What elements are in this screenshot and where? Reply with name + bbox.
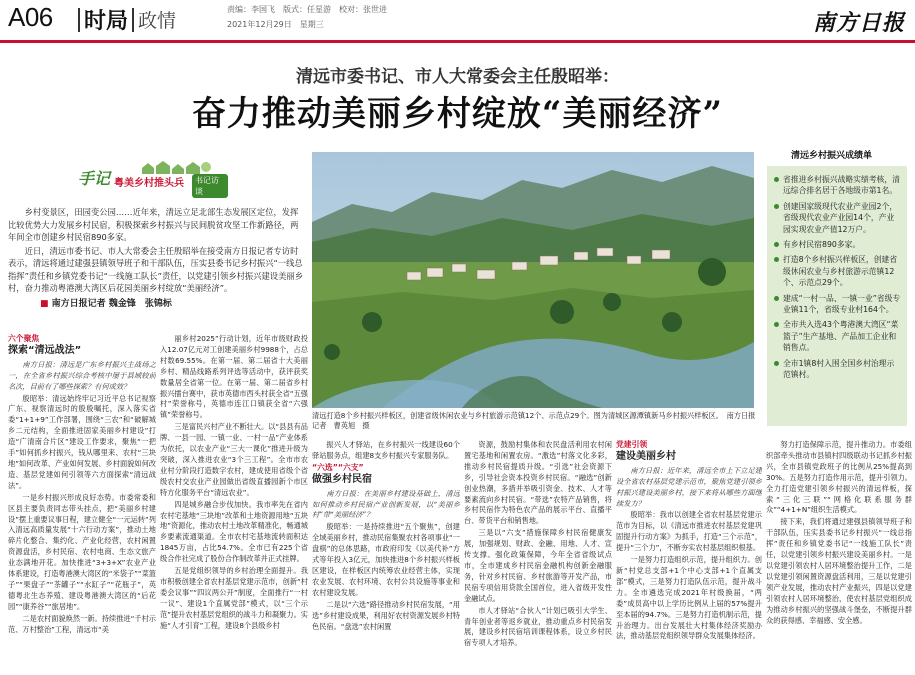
- fact-text: 打造8个乡村振兴样板区，创建省级休闲农业与乡村旅游示范镇12个、示范点29个。: [783, 255, 898, 288]
- body-paragraph: 四是城乡融合步伐加快。我市率先在省内农村宅基地“三块地”改革和土地资源用地“五块地”资源化，推动农村土地改革精准化，畅通城乡要素流通渠道。全市农村宅基地流转面积达1845万亩，占比54.7%。全市已有225个省级合作社完成了股份合作制改革并正式挂牌。: [160, 499, 308, 564]
- interview-question: 南方日报：清远是广东乡村振兴主战场之一，在全省乡村振兴综合考核中屡于县域较前名次，目前有了哪些探索？有何成效？: [8, 359, 156, 391]
- lead-text: 乡村变景区，田园变公园……近年来，清远立足北部生态发展区定位，发挥比较优势大力发展乡村民宿，积极探索乡村振兴与民间脱贫攻坚工作新路径，两年间全市创建乡村民宿890多家。: [8, 207, 299, 242]
- body-paragraph: 资源，鼓励村集体和农民盘活利用农村闲置宅基地和闲置农房。“激选”村落文化多彩，推动乡村民宿提质升级。“引选”社会资源下乡，引导社会资本投资乡村民宿。“融选”创新创业热潮，多措并举吸引资金、技术、人才等要素流向乡村民宿。“带选”农特产品销售，将乡村民宿作为特色农产品的展示平台、直播平台、带货平台和销售地。: [464, 440, 612, 526]
- byline-marker-icon: ■: [40, 299, 49, 309]
- body-paragraph: 一是乡村振兴形成良好态势。市委常委和区县主要负责同志带头挂点，把“美丽乡村建设”摆上重要议事日程，建立健全“一元运转”列入清远高质量发展“十六行动方案”，推动土地碎片化整合、集约化、产业化经营，农村闲置资源盘活，乡村民宿、农村电商、生态文旅产业态满地开花。加快推进“3+3+X”农业产业体系建设，打造粤港澳大湾区的“米袋子”“菜篮子”“果盘子”“茶罐子”“水缸子”“花瓶子”，英德粤北生态养殖、建设粤港澳大湾区的“后花园”“康养谷”“旅居地”。: [8, 492, 156, 611]
- sidebar-fact: [783, 239, 901, 250]
- kicker-headline: 清远市委书记、市人大常委会主任殷昭举：: [296, 67, 619, 87]
- body-column-3: [312, 440, 460, 675]
- masthead-rule: [0, 40, 915, 43]
- body-paragraph: 三是以“六支”措施保障乡村民宿健康发展，加强规划、财政、金融、用地、人才、宣传支撑。强化政策保障，今年全省省级试点市，全市建成乡村民宿金融机构创新金融服务，针对乡村民宿、乡村旅游等开发产品，市民宿专项信用贷款全国首位，进入省级开发性金融试点。: [464, 528, 612, 603]
- column-banner: [78, 160, 228, 200]
- section-subhead: 建设美丽乡村: [616, 450, 676, 462]
- masthead-divider: [132, 8, 134, 32]
- body-paragraph: 接下来，我们将通过建强县镇领导班子和干部队伍，压实县委书记乡村振兴“一线总指挥”责任和乡镇党委书记“一线施工队长”责任，以党建引领乡村振兴建设美丽乡村。一是以党建引领农村人居环境整治提升工作，二是以党建引领闲置资源盘活利用，三是以党建引领产业发展，推动农村产业振兴，四是以党建引领农村人居环境整治，使农村基层党组织成为推动乡村振兴的坚强战斗堡垒，不断提升群众的获得感、幸福感、安全感。: [766, 517, 912, 625]
- column-title: 粤美乡村推头兵: [114, 178, 184, 189]
- body-column-4: [464, 440, 612, 675]
- main-headline: 奋力推动美丽乡村绽放“美丽经济”: [191, 94, 724, 134]
- fact-text: 全市1镇8村入围全国乡村治理示范镇村。: [783, 358, 895, 380]
- byline-names: 魏金锋 张锦标: [108, 299, 172, 309]
- section-subname: 政情: [138, 10, 177, 32]
- achievements-sidebar: [767, 146, 911, 436]
- newspaper-logo: 南方日报: [812, 10, 905, 36]
- fact-text: 建成“一村一品、一镇一业”省级专业镇11个，省级专业村164个。: [783, 293, 901, 315]
- section-label: “六选”“六支”: [312, 462, 364, 472]
- body-paragraph: 丽乡村2025”行动计划，近年市级财政投入12.07亿元对工创建美丽乡村9988个，占总村数69.55%。在第一届、第二届省十大美丽乡村、精品线路系列评选等活动中，获评获奖数量居全省第一位。在第一届、第二届省乡村振兴擂台赛中，获市英德市西头村获全省“五强村”荣誉称号，英德市连江口镇获全省“六强镇”荣誉称号。: [160, 334, 308, 420]
- bullet-icon: [774, 361, 779, 366]
- sidebar-fact: [783, 358, 901, 381]
- section-subhead: 做强乡村民宿: [312, 473, 372, 485]
- masthead-divider: [78, 8, 80, 32]
- section-subhead: 探索“清远战法”: [8, 344, 82, 356]
- body-paragraph: 振兴人才驿站，在乡村振兴一线建设60个驿站服务点，组建8支乡村振兴专家服务队。: [312, 440, 460, 460]
- interview-question: 南方日报：近年来，清远全市上下立足建设全省农村基层党建示范市，聚焦党建引领乡村振兴建设美丽乡村，接下来将从哪些方面继续发力？: [616, 465, 762, 508]
- fact-text: 全市共入选43个粤港澳大湾区“菜篮子”生产基地、产品加工企业和销售点。: [783, 320, 899, 353]
- body-paragraph: 殷昭举：清远始终牢记习近平总书记视察广东、视察清远时的殷殷嘱托，深入落实省委“1+1+9”工作部署，围绕“三农”和“破解城乡二元结构，全面推进固家美丽乡村建设”打造“广清南合片区”建设工作要求，聚焦“一把手”如何抓乡村振兴，钱从哪里来、农村“三块地”如何改革、产业如何发展、乡村面貌如何改造、基层党建如何引领等六方面探索“清远战法”。: [8, 393, 156, 490]
- body-paragraph: 三是富民兴村产业不断壮大。以“县县有品牌、一县一园、一镇一业、一村一品”产业体系为依托，以农业产业“三大一课化”推进升级为突破，深入推进农业“3个三工程”。全市市农业村分阶段打造数字农村，建成使用省级个省级农村交农业产业园做出省级直播园新个市区特方化服务平台“清远农业”。: [160, 422, 308, 497]
- editor-credits: 责编：李国飞 版式：任星游 校对：张世进: [227, 5, 387, 14]
- column-badge: 书记访谈: [192, 174, 228, 198]
- sidebar-fact: [783, 174, 901, 197]
- byline: [40, 296, 172, 309]
- sidebar-fact: [783, 254, 901, 288]
- body-paragraph: 市人才驿站“合伙人”计划已吸引大学生、青年创业者等返乡就业，推动重点乡村民宿发展，建设乡村民宿培训课程体系，设立乡村民宿专项人才培养。: [464, 605, 612, 648]
- body-paragraph: 五是党组织领导的乡村治理全面提升。我市积极创建全省农村基层党建示范市，创新“村委会议事”“四议两公开”制度，全面推行“一村一议”、建设1个直属党部”模式，以“三个示范”提升农村基层党组织的战斗力和凝聚力。实施“人才引育”工程，建设8个县级乡村: [160, 566, 308, 630]
- sidebar-fact: [783, 201, 901, 235]
- masthead: [0, 0, 915, 44]
- village-aerial-photo: [312, 152, 754, 408]
- bullet-icon: [774, 322, 779, 327]
- fact-text: 有乡村民宿890多家。: [783, 240, 861, 250]
- body-paragraph: 一是努力打造组织示范，提升组织力。创新“村党总支部+1个中心支部+1个直属支部”模式，三是努力打造队伍示范，提升战斗力。全市遴选完成2021年村级换届，“两委”成员高中以上学历比例从上届的57%提升至本届的94.7%。三是努力打造机制示范，提升治理力。出台发展壮大村集体经济奖励办法，推动基层党组织领导群众发展集体经济。: [616, 555, 762, 641]
- section-label: 六个聚焦: [8, 334, 40, 343]
- landscape-illustration: [312, 152, 754, 408]
- body-column-2: [160, 334, 308, 675]
- village-skyline-icon: [142, 158, 212, 174]
- section-name: 时局: [84, 9, 129, 34]
- bullet-icon: [774, 257, 779, 262]
- bullet-icon: [774, 242, 779, 247]
- body-paragraph: 二是以“六选”路径推动乡村民宿发展，“用选”乡村建设成果，利用好农村资源发展乡村特色民宿。“盘选”农村闲置: [312, 599, 460, 631]
- body-paragraph: 二是农村面貌焕然一新。持续推进“千村示范、万村整治”工程，清远市“美: [8, 613, 156, 634]
- issue-date: 2021年12月29日 星期三: [227, 20, 324, 29]
- section-label: 党建引领: [616, 440, 648, 449]
- bullet-icon: [774, 296, 779, 301]
- body-paragraph: 努力打造保障示范，提升推动力。市委组织部牵头推动市县镇村四级联动书记抓乡村振兴，全市县镇党政班子的比例从25%提高到30%。五是努力打造作用示范，提升引领力。全力打造党建引领乡村振兴的清远样板，探索“三化三联”“网格化联系服务群众”“4+1+N”组织生活模式。: [766, 440, 912, 515]
- body-paragraph: 殷昭举：我市以创建全省农村基层党建示范市为目标，以《清远市推进农村基层党建巩固提升行动方案》为抓手，打造“三个示范”，提升“三个力”，不断夯实农村基层组织根基。: [616, 510, 762, 553]
- column-hand-script: 手记: [78, 169, 111, 188]
- body-column-6: [766, 440, 912, 675]
- bullet-icon: [774, 204, 779, 209]
- lead-paragraph: [8, 206, 306, 296]
- sidebar-fact: [783, 293, 901, 316]
- sidebar-title: 清远乡村振兴成绩单: [791, 151, 873, 161]
- lead-text: 近日，清远市委书记、市人大常委会主任殷昭举在接受南方日报记者专访时表示，清远将通过建强县镇领导班子和干部队伍，压实县委书记乡村振兴“一线总指挥”责任和乡镇党委书记“一线施工队长”责任，以党建引领乡村振兴建设美丽乡村，奋力推动粤港澳大湾区后花园美丽乡村绽放“美丽经济”。: [8, 245, 303, 293]
- page-number: A06: [8, 2, 53, 32]
- body-column-1: [8, 334, 156, 675]
- sidebar-fact: [783, 319, 901, 353]
- photo-caption: 清远打造8个乡村振兴样板区，创建省级休闲农业与乡村旅游示范镇12个、示范点29个。图为清城区源潭镇新马乡村振兴样板区。 南方日报记者 曹英旭 摄: [312, 411, 756, 430]
- body-paragraph: 殷昭举：一是持续推进“五个聚焦”，创建全域美丽乡村，推动民宿集聚农村各项事业“一盘棋”的总体思路，市政府印发《以美代补”方式等年投入3亿元，加快推进8个乡村振兴样板区建设，在样板区内统筹农业经营主体，实现农业发展、农村环境、农村公共设施等事业和农村建设发展。: [312, 522, 460, 597]
- fact-text: 创建国家级现代农业产业园2个，省级现代农业产业园14个，产业园实现农业产值12万户。: [783, 201, 898, 234]
- byline-source: 南方日报记者: [51, 299, 106, 309]
- fact-text: 省推进乡村振兴战略实绩考核，清远综合排名居于各地级市第1名。: [783, 175, 900, 196]
- bullet-icon: [774, 177, 779, 182]
- sidebar-box: [767, 166, 907, 426]
- interview-question: 南方日报：在美丽乡村建设基础上，清远如何推动乡村民宿产业创新发展，以“美丽乡村”带“美丽经济”？: [312, 488, 460, 520]
- body-column-5: [616, 440, 762, 675]
